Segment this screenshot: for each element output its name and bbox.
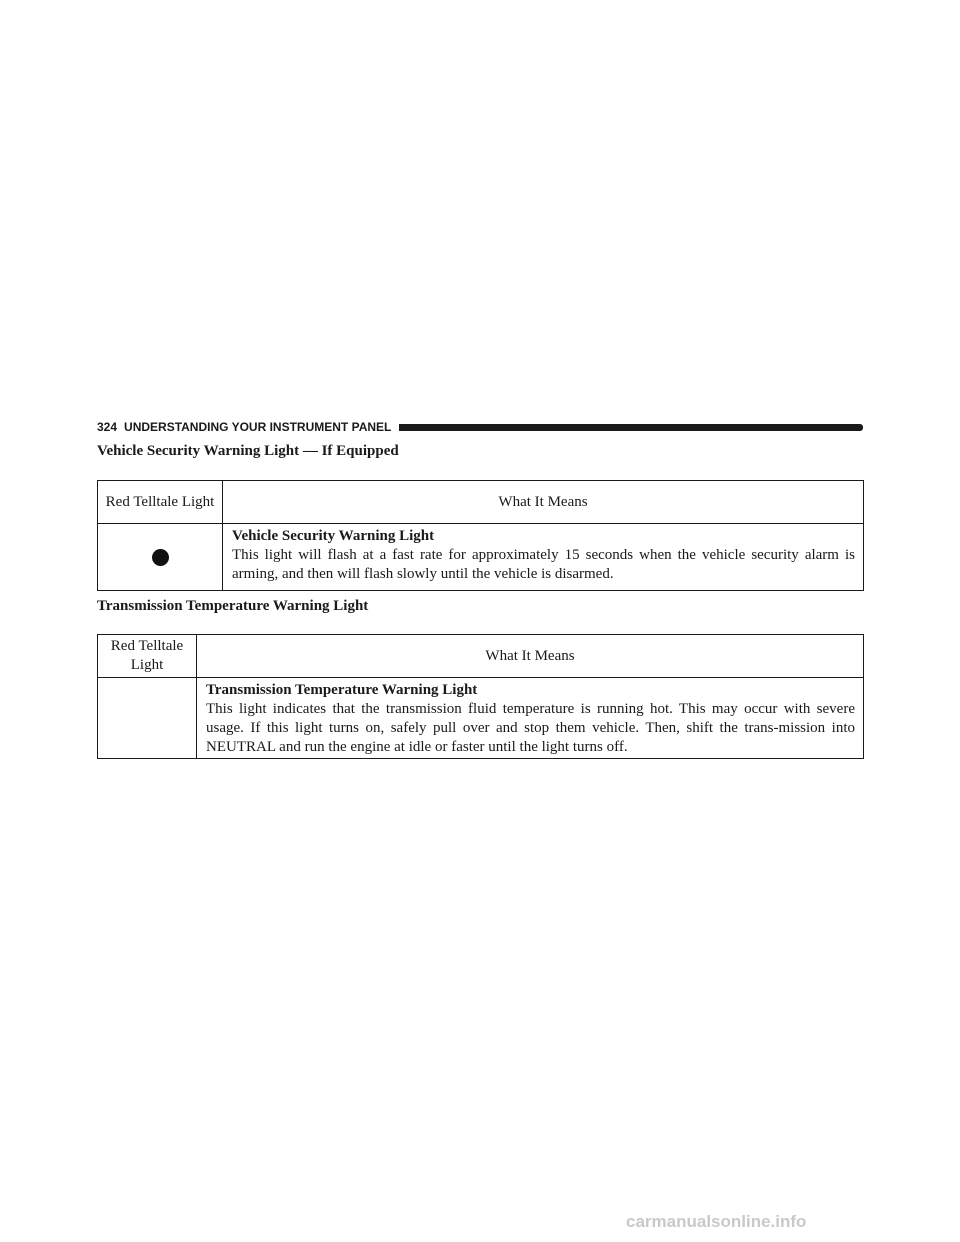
running-title: UNDERSTANDING YOUR INSTRUMENT PANEL: [124, 420, 392, 434]
page-header: [97, 420, 863, 434]
column-header-red-telltale-light: Red Telltale Light: [98, 635, 197, 678]
meaning-cell: [223, 524, 864, 591]
warning-light-title: Transmission Temperature Warning Light: [206, 682, 478, 698]
transmission-temperature-table: [97, 634, 864, 759]
watermark: carmanualsonline.info: [626, 1212, 807, 1231]
warning-light-title: Vehicle Security Warning Light: [232, 528, 435, 544]
vehicle-security-table: [97, 480, 864, 591]
table-row: [98, 524, 864, 591]
header-rule: [399, 424, 863, 431]
telltale-icon-cell: [98, 524, 223, 591]
section-heading-transmission-temperature: Transmission Temperature Warning Light: [97, 598, 369, 614]
meaning-cell: [197, 678, 864, 759]
table-row: [98, 678, 864, 759]
column-header-what-it-means: What It Means: [223, 481, 864, 524]
page-number: 324: [97, 420, 118, 434]
column-header-what-it-means: What It Means: [197, 635, 864, 678]
table-header-row: [98, 635, 864, 678]
telltale-icon-cell: [98, 678, 197, 759]
table-header-row: [98, 481, 864, 524]
section-heading-vehicle-security: Vehicle Security Warning Light — If Equipped: [97, 443, 399, 459]
warning-light-description: This light indicates that the transmission fluid temperature is running hot. This may occur with severe usage. If this light turns on, safely pull over and stop them vehicle. Then, shift the trans-mission into NEUTRAL and run the engine at idle or faster until the light turns off.: [206, 701, 855, 755]
column-header-red-telltale-light: Red Telltale Light: [98, 481, 223, 524]
warning-light-description: This light will flash at a fast rate for approximately 15 seconds when the vehicle security alarm is arming, and then will flash slowly until the vehicle is disarmed.: [232, 547, 855, 582]
vehicle-security-icon: [152, 549, 169, 566]
